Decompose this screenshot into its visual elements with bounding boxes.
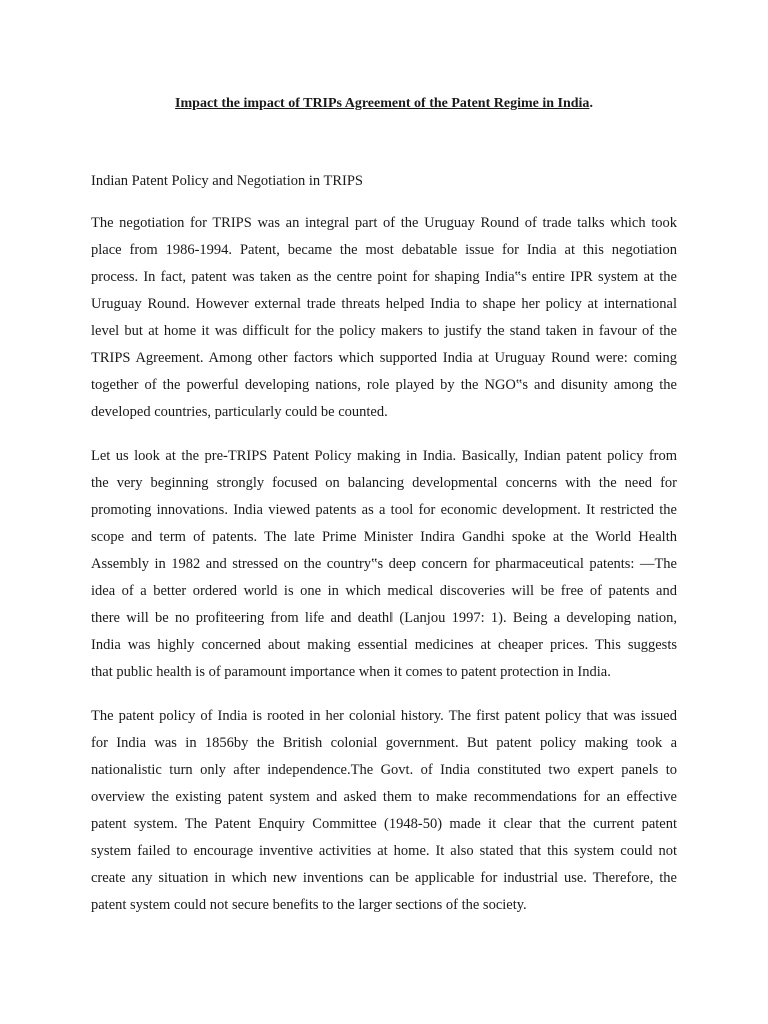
- paragraph-line: Uruguay Round. However external trade threats helped India to shape her policy at international: [91, 296, 677, 312]
- paragraph-line: level but at home it was difficult for the policy makers to justify the stand taken in favour of the: [91, 323, 677, 339]
- paragraph-line: there will be no profiteering from life and death‖ (Lanjou 1997: 1). Being a developing nation,: [91, 610, 677, 626]
- paragraph-line: scope and term of patents. The late Prime Minister Indira Gandhi spoke at the World Health: [91, 529, 677, 545]
- paragraph-line: overview the existing patent system and asked them to make recommendations for an effective: [91, 789, 677, 805]
- paragraph-line: place from 1986-1994. Patent, became the most debatable issue for India at this negotiation: [91, 242, 677, 258]
- paragraph-line: create any situation in which new inventions can be applicable for industrial use. Therefore, the: [91, 870, 677, 886]
- document-page: [91, 94, 677, 936]
- paragraph-line: idea of a better ordered world is one in which medical discoveries will be free of patents and: [91, 583, 677, 599]
- paragraph-line: process. In fact, patent was taken as the centre point for shaping India‟s entire IPR system at the: [91, 269, 677, 285]
- paragraph-line: Assembly in 1982 and stressed on the country‟s deep concern for pharmaceutical patents: ―The: [91, 556, 677, 572]
- paragraph-line: together of the powerful developing nations, role played by the NGO‟s and disunity among the: [91, 377, 677, 393]
- paragraph-line: patent system. The Patent Enquiry Committee (1948-50) made it clear that the current patent: [91, 816, 677, 832]
- paragraph-line: The negotiation for TRIPS was an integral part of the Uruguay Round of trade talks which took: [91, 215, 677, 231]
- paragraph-line: The patent policy of India is rooted in her colonial history. The first patent policy that was issued: [91, 708, 677, 724]
- paragraph-negotiation: [91, 210, 677, 426]
- paragraph-line: that public health is of paramount importance when it comes to patent protection in India.: [91, 664, 611, 680]
- paragraph-line: system failed to encourage inventive activities at home. It also stated that this system could not: [91, 843, 677, 859]
- paragraph-line: nationalistic turn only after independence.The Govt. of India constituted two expert panels to: [91, 762, 677, 778]
- paragraph-line: Let us look at the pre-TRIPS Patent Policy making in India. Basically, Indian patent policy from: [91, 448, 677, 464]
- paragraph-line: India was highly concerned about making essential medicines at cheaper prices. This suggests: [91, 637, 677, 653]
- paragraph-line: the very beginning strongly focused on balancing developmental concerns with the need for: [91, 475, 677, 491]
- paragraph-pre-trips-policy: [91, 443, 677, 686]
- paragraph-line: for India was in 1856by the British colonial government. But patent policy making took a: [91, 735, 677, 751]
- paragraph-line: TRIPS Agreement. Among other factors which supported India at Uruguay Round were: coming: [91, 350, 677, 366]
- paragraph-line: developed countries, particularly could be counted.: [91, 404, 388, 420]
- paragraph-colonial-history: [91, 703, 677, 919]
- document-title: [91, 94, 677, 114]
- document-title-text: Impact the impact of TRIPs Agreement of the Patent Regime in India: [175, 96, 590, 111]
- paragraph-line: patent system could not secure benefits to the larger sections of the society.: [91, 897, 527, 913]
- paragraph-line: promoting innovations. India viewed patents as a tool for economic development. It restricted the: [91, 502, 677, 518]
- document-title-period: .: [589, 96, 593, 111]
- section-heading: Indian Patent Policy and Negotiation in TRIPS: [91, 173, 363, 189]
